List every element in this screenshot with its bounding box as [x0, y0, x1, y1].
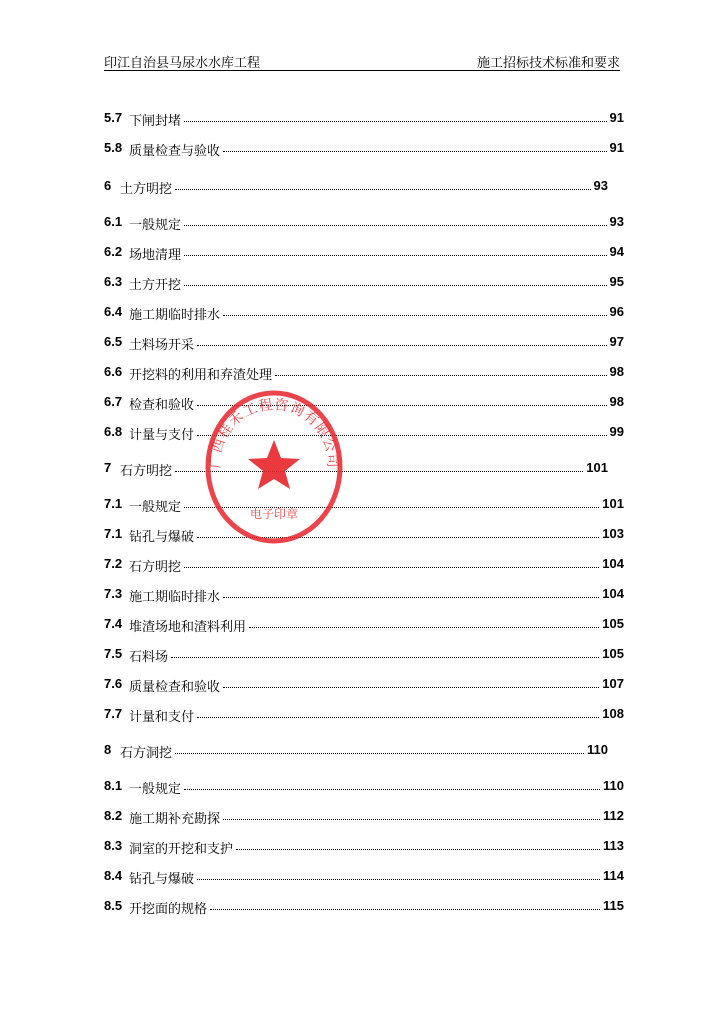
toc-entry-page-number: 97 [609, 334, 624, 349]
toc-entry-title: 检查和验收 [129, 398, 195, 413]
toc-leader-dots [197, 879, 600, 880]
toc-entry-title: 石料场 [129, 650, 169, 665]
toc-entry-title: 土方明挖 [120, 182, 173, 197]
toc-entry-page-number: 99 [609, 424, 624, 439]
toc-section-entry[interactable] [104, 424, 624, 442]
toc-section-entry[interactable] [104, 838, 624, 856]
toc-leader-dots [175, 189, 591, 190]
toc-entry-number: 6.5 [104, 334, 123, 349]
toc-entry-page-number: 91 [609, 110, 624, 125]
toc-entry-page-number: 94 [609, 244, 624, 259]
toc-entry-title: 石方洞挖 [120, 746, 173, 761]
seal-company-name: 广西桂禾工程咨询有限公司 [207, 397, 341, 469]
toc-section-entry[interactable] [104, 556, 624, 574]
toc-entry-page-number: 114 [603, 868, 624, 883]
table-of-contents [104, 0, 624, 1024]
toc-entry-page-number: 105 [602, 616, 624, 631]
toc-entry-page-number: 91 [609, 140, 624, 155]
toc-entry-title: 洞室的开挖和支护 [129, 842, 234, 857]
toc-entry-number: 7.4 [104, 616, 123, 631]
toc-entry-number: 7.1 [104, 526, 123, 541]
toc-entry-title: 开挖面的规格 [129, 902, 208, 917]
toc-entry-title: 土方开挖 [129, 278, 182, 293]
toc-entry-page-number: 95 [609, 274, 624, 289]
toc-leader-dots [223, 315, 607, 316]
toc-entry-title: 施工期临时排水 [129, 590, 221, 605]
toc-entry-page-number: 108 [602, 706, 624, 721]
toc-leader-dots [184, 567, 599, 568]
toc-entry-page-number: 98 [609, 364, 624, 379]
toc-entry-number: 6.4 [104, 304, 123, 319]
toc-entry-page-number: 96 [609, 304, 624, 319]
toc-chapter-entry[interactable] [104, 178, 624, 196]
toc-leader-dots [197, 717, 599, 718]
toc-entry-page-number: 107 [602, 676, 624, 691]
toc-entry-title: 石方明挖 [120, 464, 173, 479]
toc-entry-page-number: 93 [593, 178, 608, 193]
toc-entry-number: 5.7 [104, 110, 123, 125]
toc-leader-dots [184, 121, 607, 122]
toc-section-entry[interactable] [104, 364, 624, 382]
toc-entry-number: 7.3 [104, 586, 123, 601]
toc-leader-dots [223, 687, 599, 688]
toc-section-entry[interactable] [104, 394, 624, 412]
toc-entry-number: 8.4 [104, 868, 123, 883]
toc-entry-page-number: 103 [602, 526, 624, 541]
toc-leader-dots [236, 849, 600, 850]
toc-entry-page-number: 110 [603, 778, 624, 793]
toc-entry-title: 一般规定 [129, 500, 182, 515]
toc-section-entry[interactable] [104, 646, 624, 664]
toc-entry-number: 6.7 [104, 394, 123, 409]
toc-entry-title: 一般规定 [129, 218, 182, 233]
toc-section-entry[interactable] [104, 140, 624, 158]
toc-entry-page-number: 115 [603, 898, 624, 913]
toc-entry-number: 8.5 [104, 898, 123, 913]
toc-section-entry[interactable] [104, 616, 624, 634]
toc-entry-title: 钻孔与爆破 [129, 872, 195, 887]
toc-section-entry[interactable] [104, 808, 624, 826]
toc-entry-number: 7.6 [104, 676, 123, 691]
toc-entry-page-number: 101 [586, 460, 608, 475]
toc-chapter-entry[interactable] [104, 460, 624, 478]
toc-section-entry[interactable] [104, 868, 624, 886]
toc-leader-dots [210, 909, 600, 910]
toc-section-entry[interactable] [104, 778, 624, 796]
toc-section-entry[interactable] [104, 676, 624, 694]
header-project-name: 印江自治县马尿水水库工程 [104, 56, 261, 71]
toc-entry-title: 土料场开采 [129, 338, 195, 353]
toc-entry-number: 8.3 [104, 838, 123, 853]
toc-leader-dots [184, 225, 607, 226]
toc-entry-number: 5.8 [104, 140, 123, 155]
toc-leader-dots [275, 375, 607, 376]
toc-section-entry[interactable] [104, 496, 624, 514]
toc-entry-page-number: 104 [602, 586, 624, 601]
toc-leader-dots [171, 657, 599, 658]
toc-entry-title: 堆渣场地和渣料利用 [129, 620, 247, 635]
toc-entry-page-number: 101 [602, 496, 624, 511]
toc-entry-title: 计量和支付 [129, 710, 195, 725]
electronic-seal [205, 388, 343, 546]
toc-entry-title: 石方明挖 [129, 560, 182, 575]
toc-entry-page-number: 105 [602, 646, 624, 661]
toc-entry-number: 8.1 [104, 778, 123, 793]
toc-entry-number: 6.8 [104, 424, 123, 439]
toc-entry-number: 7.7 [104, 706, 123, 721]
toc-entry-title: 质量检查与验收 [129, 144, 221, 159]
toc-leader-dots [223, 819, 600, 820]
toc-leader-dots [249, 627, 599, 628]
toc-entry-number: 8.2 [104, 808, 123, 823]
toc-entry-title: 钻孔与爆破 [129, 530, 195, 545]
toc-entry-title: 计量与支付 [129, 428, 195, 443]
toc-section-entry[interactable] [104, 706, 624, 724]
toc-section-entry[interactable] [104, 526, 624, 544]
toc-entry-number: 6.3 [104, 274, 123, 289]
toc-leader-dots [223, 151, 607, 152]
toc-leader-dots [184, 789, 600, 790]
toc-section-entry[interactable] [104, 304, 624, 322]
seal-star-icon [248, 440, 300, 489]
toc-entry-title: 开挖料的利用和弃渣处理 [129, 368, 273, 383]
toc-entry-number: 6.1 [104, 214, 123, 229]
toc-entry-page-number: 112 [603, 808, 624, 823]
toc-entry-title: 一般规定 [129, 782, 182, 797]
toc-leader-dots [223, 597, 599, 598]
toc-section-entry[interactable] [104, 334, 624, 352]
toc-entry-page-number: 93 [609, 214, 624, 229]
toc-leader-dots [175, 753, 584, 754]
toc-entry-title: 下闸封堵 [129, 114, 182, 129]
toc-leader-dots [184, 255, 607, 256]
toc-entry-number: 8 [104, 742, 112, 757]
toc-entry-number: 7.5 [104, 646, 123, 661]
toc-entry-title: 施工期补充勘探 [129, 812, 221, 827]
toc-section-entry[interactable] [104, 898, 624, 916]
toc-section-entry[interactable] [104, 214, 624, 232]
header-document-title: 施工招标技术标准和要求 [476, 56, 620, 71]
toc-entry-number: 6.6 [104, 364, 123, 379]
toc-entry-number: 6 [104, 178, 112, 193]
seal-caption: 电子印章 [249, 507, 299, 521]
toc-entry-page-number: 113 [603, 838, 624, 853]
toc-section-entry[interactable] [104, 244, 624, 262]
toc-leader-dots [197, 345, 607, 346]
toc-entry-number: 7 [104, 460, 112, 475]
toc-entry-title: 场地清理 [129, 248, 182, 263]
toc-entry-number: 7.1 [104, 496, 123, 511]
toc-section-entry[interactable] [104, 110, 624, 128]
toc-entry-number: 6.2 [104, 244, 123, 259]
toc-leader-dots [184, 285, 607, 286]
toc-entry-page-number: 110 [587, 742, 608, 757]
toc-chapter-entry[interactable] [104, 742, 624, 760]
toc-section-entry[interactable] [104, 586, 624, 604]
toc-entry-page-number: 98 [609, 394, 624, 409]
toc-entry-number: 7.2 [104, 556, 123, 571]
toc-section-entry[interactable] [104, 274, 624, 292]
toc-entry-page-number: 104 [602, 556, 624, 571]
toc-entry-title: 施工期临时排水 [129, 308, 221, 323]
toc-entry-title: 质量检查和验收 [129, 680, 221, 695]
